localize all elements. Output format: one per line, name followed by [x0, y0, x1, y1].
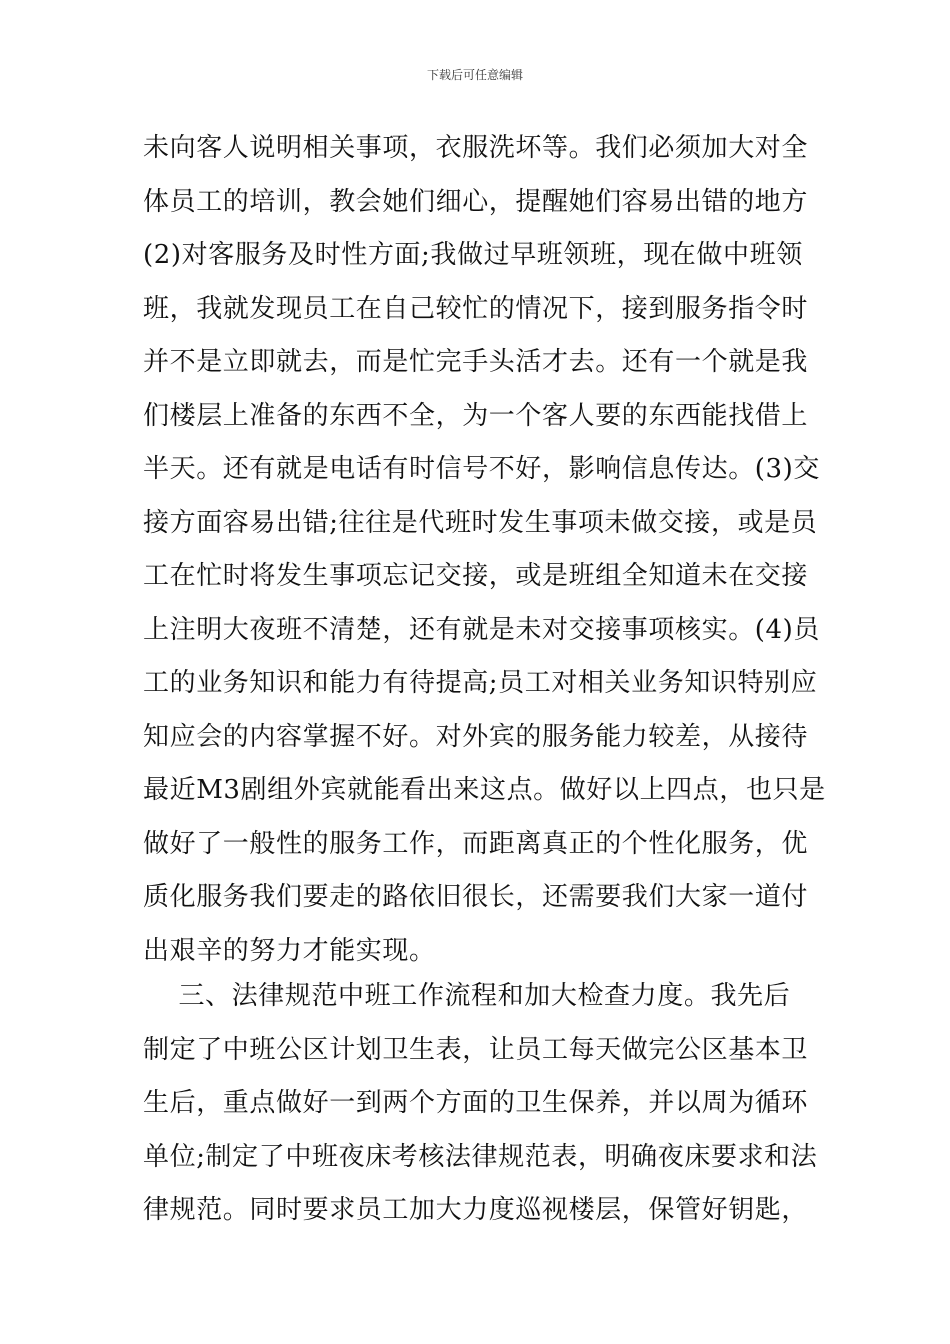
page-header: 下载后可任意编辑 — [426, 68, 523, 82]
text-line: 未向客人说明相关事项，衣服洗坏等。我们必须加大对全 — [143, 133, 809, 163]
text-line: 做好了一般性的服务工作，而距离真正的个性化服务，优 — [143, 828, 809, 859]
text-line: 上注明大夜班不清楚，还有就是未对交接事项核实。(4)员 — [143, 614, 821, 645]
text-line: 知应会的内容掌握不好。对外宾的服务能力较差，从接待 — [143, 721, 809, 752]
paragraph-2 — [143, 970, 818, 1238]
text-line: 最近M3剧组外宾就能看出来这点。做好以上四点，也只是 — [143, 775, 826, 805]
paragraph-1 — [143, 122, 826, 978]
text-line: 工的业务知识和能力有待提高;员工对相关业务知识特别应 — [143, 668, 818, 698]
text-line: 体员工的培训，教会她们细心，提醒她们容易出错的地方 — [143, 186, 809, 217]
text-line: 半天。还有就是电话有时信号不好，影响信息传达。(3)交 — [143, 454, 821, 484]
text-line: 三、法律规范中班工作流程和加大检查力度。我先后 — [143, 981, 791, 1011]
text-line: 律规范。同时要求员工加大力度巡视楼层，保管好钥匙， — [143, 1195, 809, 1225]
text-line: 班，我就发现员工在自己较忙的情况下，接到服务指令时 — [143, 293, 809, 324]
text-line: 工在忙时将发生事项忘记交接，或是班组全知道未在交接 — [143, 561, 809, 591]
text-line: 单位;制定了中班夜床考核法律规范表，明确夜床要求和法 — [143, 1141, 818, 1172]
text-line: (2)对客服务及时性方面;我做过早班领班，现在做中班领 — [143, 240, 803, 270]
text-line: 制定了中班公区计划卫生表，让员工每天做完公区基本卫 — [143, 1034, 809, 1065]
text-line: 质化服务我们要走的路依旧很长，还需要我们大家一道付 — [143, 882, 809, 912]
text-line: 并不是立即就去，而是忙完手头活才去。还有一个就是我 — [143, 347, 809, 377]
text-line: 接方面容易出错;往往是代班时发生事项未做交接，或是员 — [143, 507, 818, 538]
text-line: 出艰辛的努力才能实现。 — [143, 935, 436, 966]
text-line: 们楼层上准备的东西不全，为一个客人要的东西能找借上 — [143, 400, 809, 431]
text-line: 生后，重点做好一到两个方面的卫生保养，并以周为循环 — [143, 1088, 809, 1118]
